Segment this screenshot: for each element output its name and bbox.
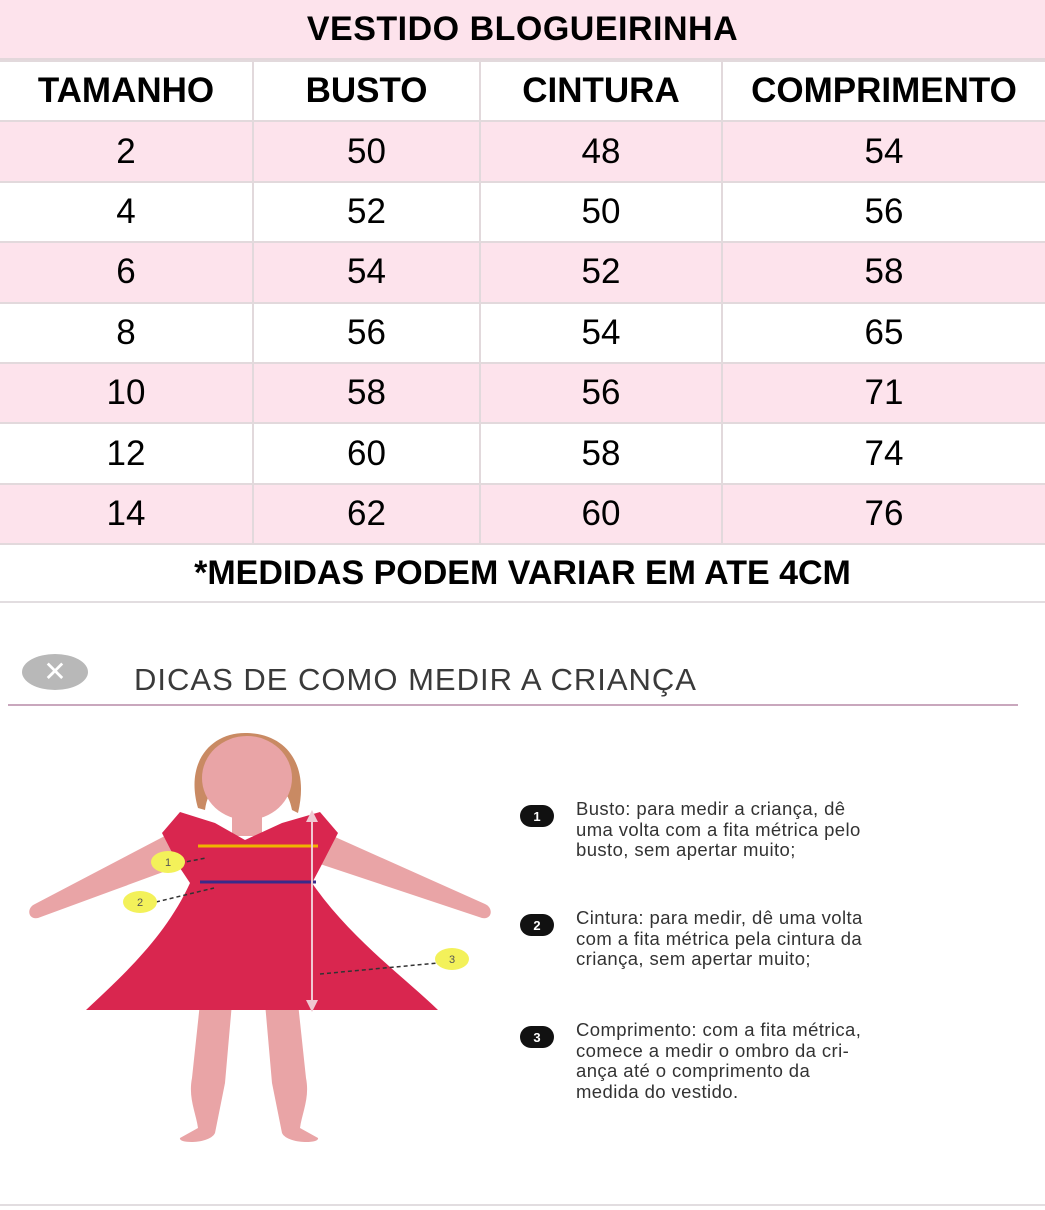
header-length: COMPRIMENTO xyxy=(722,61,1045,121)
cell-bust: 50 xyxy=(253,121,480,181)
header-bust: BUSTO xyxy=(253,61,480,121)
table-row xyxy=(0,484,1045,544)
marker-3-label: 3 xyxy=(448,954,456,966)
tip-length xyxy=(520,1020,1030,1102)
cell-bust: 62 xyxy=(253,484,480,544)
tip-bust xyxy=(520,799,1030,861)
table-row xyxy=(0,423,1045,483)
marker-1-label: 1 xyxy=(164,857,172,869)
tip-number-badge: 2 xyxy=(520,914,554,936)
header-waist: CINTURA xyxy=(480,61,722,121)
child-measurement-illustration xyxy=(20,728,510,1158)
table-title: VESTIDO BLOGUEIRINHA xyxy=(0,0,1045,60)
tip-number-badge: 1 xyxy=(520,805,554,827)
cell-length: 58 xyxy=(722,242,1045,302)
cell-waist: 54 xyxy=(480,303,722,363)
left-leg xyxy=(180,1003,232,1142)
cell-bust: 60 xyxy=(253,423,480,483)
tip-text: Cintura: para medir, dê uma volta com a fita métrica pela cintura da criança, sem apertar muito; xyxy=(576,907,863,969)
tip-text: Comprimento: com a fita métrica, comece a medir o ombro da cri- ança até o comprimento da medida do vestido. xyxy=(576,1019,862,1102)
size-table xyxy=(0,60,1045,545)
bottom-divider xyxy=(0,1204,1045,1206)
cell-waist: 50 xyxy=(480,182,722,242)
cell-bust: 52 xyxy=(253,182,480,242)
table-header-row xyxy=(0,61,1045,121)
tip-waist xyxy=(520,908,1030,970)
cell-length: 74 xyxy=(722,423,1045,483)
table-row xyxy=(0,303,1045,363)
table-row xyxy=(0,363,1045,423)
cell-length: 65 xyxy=(722,303,1045,363)
marker-2-label: 2 xyxy=(136,897,144,909)
cell-size: 8 xyxy=(0,303,253,363)
cell-waist: 58 xyxy=(480,423,722,483)
cell-bust: 54 xyxy=(253,242,480,302)
cell-bust: 58 xyxy=(253,363,480,423)
cell-size: 4 xyxy=(0,182,253,242)
cell-length: 71 xyxy=(722,363,1045,423)
neck xyxy=(232,814,262,836)
cell-waist: 56 xyxy=(480,363,722,423)
cell-waist: 48 xyxy=(480,121,722,181)
close-icon[interactable]: ✕ xyxy=(22,654,88,690)
cell-size: 2 xyxy=(0,121,253,181)
cell-length: 76 xyxy=(722,484,1045,544)
cell-bust: 56 xyxy=(253,303,480,363)
measurement-variation-note: *MEDIDAS PODEM VARIAR EM ATE 4CM xyxy=(0,545,1045,603)
cell-size: 14 xyxy=(0,484,253,544)
tips-header xyxy=(8,650,1018,706)
table-row xyxy=(0,121,1045,181)
cell-size: 10 xyxy=(0,363,253,423)
cell-length: 56 xyxy=(722,182,1045,242)
cell-size: 6 xyxy=(0,242,253,302)
tips-title: DICAS DE COMO MEDIR A CRIANÇA xyxy=(134,662,697,697)
right-arm xyxy=(315,828,491,918)
head xyxy=(202,736,292,820)
right-leg xyxy=(265,1003,318,1142)
cell-length: 54 xyxy=(722,121,1045,181)
cell-waist: 60 xyxy=(480,484,722,544)
left-arm xyxy=(29,828,185,918)
table-row xyxy=(0,182,1045,242)
tip-text: Busto: para medir a criança, dê uma volta com a fita métrica pelo busto, sem apertar muito; xyxy=(576,798,861,860)
table-row xyxy=(0,242,1045,302)
header-size: TAMANHO xyxy=(0,61,253,121)
tip-number-badge: 3 xyxy=(520,1026,554,1048)
cell-waist: 52 xyxy=(480,242,722,302)
cell-size: 12 xyxy=(0,423,253,483)
